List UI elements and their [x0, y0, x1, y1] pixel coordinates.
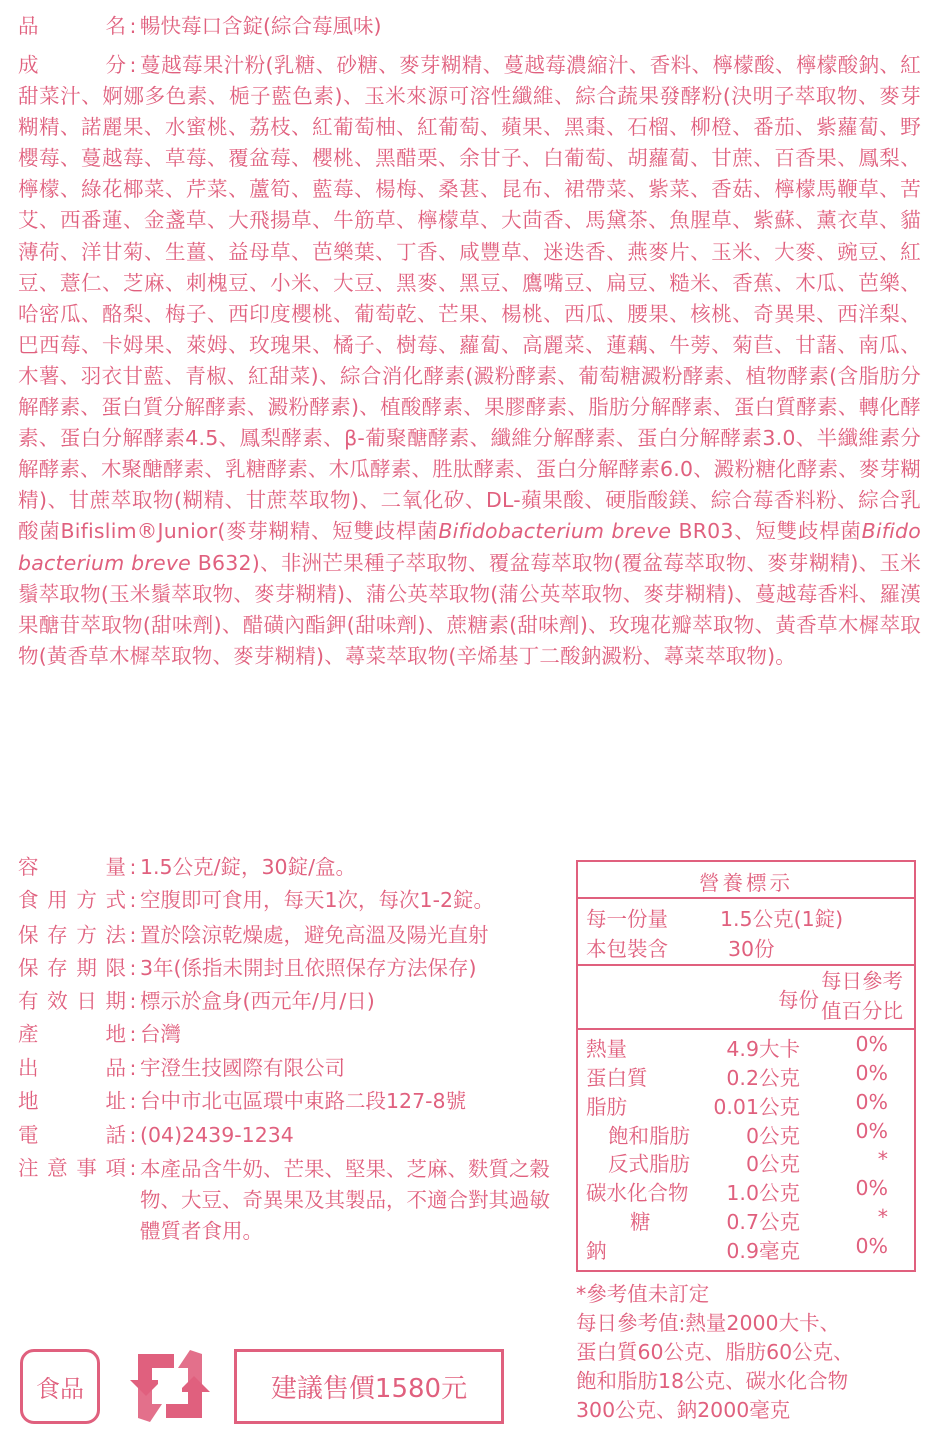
phone-value: (04)2439-1234: [140, 1123, 294, 1147]
colon: :: [129, 956, 137, 980]
nutrient-value: 1.0公克: [726, 1181, 800, 1205]
serving-label: 每一份量: [586, 907, 668, 931]
storage-label: 保存方法: [18, 923, 126, 947]
nutrient-name: 蛋白質: [586, 1066, 648, 1090]
per-serving-header: 每份: [778, 988, 819, 1012]
ingredients-part-3: B632)、非洲芒果種子萃取物、覆盆莓萃取物(覆盆莓萃取物、麥芽糊精)、玉米鬚萃取物(玉米鬚萃取物、麥芽糊精)、蒲公英萃取物(蒲公英萃取物、麥芽糊精)、蔓越莓香料、羅漢果醣苷萃取物(甜味劑)、醋磺內酯鉀(甜味劑)、蔗糖素(甜味劑)、玫瑰花瓣萃取物、黃香草木樨萃取物(黃香草木樨萃取物、麥芽糊精)、蕁菜萃取物(辛烯基丁二酸鈉澱粉、蕁菜萃取物)。: [18, 550, 921, 668]
storage-row: [18, 921, 489, 949]
nutrient-name: 碳水化合物: [586, 1181, 689, 1205]
colon: :: [129, 14, 137, 38]
colon: :: [129, 855, 137, 879]
pack-value: 30份: [728, 937, 775, 961]
suggested-price-box: [234, 1349, 504, 1424]
colon: :: [129, 1022, 137, 1046]
usage-label: 食用方式: [18, 888, 126, 912]
food-badge: [20, 1349, 100, 1424]
ingredients-italic-2: Bifidobacterium breve: [18, 519, 922, 575]
notice-row: [18, 1154, 560, 1247]
ingredients-text: [18, 50, 921, 672]
ref-note-line-1: *參考值未訂定: [576, 1282, 710, 1306]
divider: [578, 897, 914, 899]
product-name-value: 暢快莓口含錠(綜合莓風味): [140, 14, 382, 38]
nutrition-title: 營養標示: [699, 871, 793, 895]
usage-row: [18, 886, 494, 914]
nutrient-daily-pct: 0%: [855, 1032, 888, 1056]
ingredients-italic-1: Bifidobacterium breve: [438, 519, 672, 544]
phone-row: [18, 1121, 294, 1149]
ingredients-part-2: BR03、短雙歧桿菌: [671, 519, 862, 544]
ingredients-part-1: 蔓越莓果汁粉(乳糖、砂糖、麥芽糊精、蔓越莓濃縮汁、香料、檸檬酸、檸檬酸鈉、紅甜菜汁、婀娜多色素、梔子藍色素)、玉米來源可溶性纖維、綜合蔬果發酵粉(決明子萃取物、麥芽糊精、諾麗果、水蜜桃、荔枝、紅葡萄柚、紅葡萄、蘋果、黑棗、石榴、柳橙、番茄、紫蘿蔔、野櫻莓、蔓越莓、草莓、覆盆莓、櫻桃、黑醋栗、余甘子、白葡萄、胡蘿蔔、甘蔗、百香果、鳳梨、檸檬、綠花椰菜、芹菜、蘆筍、藍莓、楊梅、桑葚、昆布、裙帶菜、紫菜、香菇、檸檬馬鞭草、苦艾、西番蓮、金盞草、大飛揚草、牛筋草、檸檬草、大茴香、馬黛茶、魚腥草、紫蘇、薰衣草、貓薄荷、洋甘菊、生薑、益母草、芭樂葉、丁香、咸豐草、迷迭香、燕麥片、玉米、大麥、豌豆、紅豆、薏仁、芝麻、刺槐豆、小米、大豆、黑麥、黑豆、鷹嘴豆、扁豆、糙米、香蕉、木瓜、芭樂、哈密瓜、酪梨、梅子、西印度櫻桃、葡萄乾、芒果、楊桃、西瓜、腰果、核桃、奇異果、西洋梨、巴西莓、卡姆果、萊姆、玫瑰果、橘子、樹莓、蘿蔔、高麗菜、蓮藕、牛蒡、菊苣、甘藷、南瓜、木薯、羽衣甘藍、青椒、紅甜菜)、綜合消化酵素(澱粉酵素、葡萄糖澱粉酵素、植物酵素(含脂肪分解酵素、蛋白質分解酵素、澱粉酵素)、植酸酵素、果膠酵素、脂肪分解酵素、蛋白質酵素、轉化酵素、蛋白分解酵素4.5、鳳梨酵素、β-葡聚醣酵素、纖維分解酵素、蛋白分解酵素3.0、半纖維素分解酵素、木聚醣酵素、乳糖酵素、木瓜酵素、胜肽酵素、蛋白分解酵素6.0、澱粉糖化酵素、麥芽糊精)、甘蔗萃取物(糊精、甘蔗萃取物)、二氧化矽、DL-蘋果酸、硬脂酸鎂、綜合莓香料粉、綜合乳酸菌Bifislim®Junior(麥芽糊精、短雙歧桿菌: [18, 53, 921, 544]
colon: :: [129, 923, 137, 947]
nutrient-daily-pct: *: [877, 1147, 888, 1171]
nutrient-value: 0公克: [745, 1124, 800, 1148]
address-value: 台中市北屯區環中東路二段127-8號: [140, 1089, 467, 1113]
ref-note-line-5: 300公克、鈉2000毫克: [576, 1398, 791, 1422]
ingredients-label: 成分: [18, 53, 126, 77]
nutrient-value: 4.9大卡: [726, 1037, 800, 1061]
product-name-row: [18, 12, 382, 40]
expiry-label: 有效日期: [18, 989, 126, 1013]
capacity-label: 容量: [18, 855, 126, 879]
product-name-label: 品名: [18, 14, 126, 38]
reference-note: [576, 1280, 926, 1425]
expiry-value: 標示於盒身(西元年/月/日): [140, 989, 375, 1013]
notice-label: 注意事項: [18, 1156, 126, 1180]
recycle-icon: [128, 1344, 212, 1428]
producer-row: [18, 1054, 345, 1082]
daily-ref-line-1: 每日參考: [821, 969, 903, 993]
nutrient-name: 飽和脂肪: [608, 1124, 690, 1148]
suggested-price: 建議售價1580元: [270, 1374, 468, 1404]
nutrient-value: 0.01公克: [713, 1095, 800, 1119]
producer-value: 宇澄生技國際有限公司: [140, 1056, 345, 1080]
colon: :: [129, 888, 137, 912]
daily-ref-header: [814, 966, 910, 1026]
colon: :: [129, 989, 137, 1013]
nutrient-value: 0.9毫克: [726, 1239, 800, 1263]
nutrient-daily-pct: *: [877, 1205, 888, 1229]
ref-note-line-2: 每日參考值:熱量2000大卡、: [576, 1311, 841, 1335]
pack-label: 本包裝含: [586, 937, 668, 961]
nutrient-name: 鈉: [586, 1239, 607, 1263]
capacity-value: 1.5公克/錠，30錠/盒。: [140, 855, 357, 879]
phone-label: 電話: [18, 1123, 126, 1147]
shelf-life-row: [18, 954, 477, 982]
nutrition-table: [576, 860, 916, 1272]
nutrient-value: 0.7公克: [726, 1210, 800, 1234]
nutrient-value: 0.2公克: [726, 1066, 800, 1090]
colon: :: [129, 1156, 137, 1180]
food-badge-label: 食品: [36, 1375, 84, 1403]
address-row: [18, 1087, 466, 1115]
capacity-row: [18, 853, 356, 881]
notice-value: 本產品含牛奶、芒果、堅果、芝麻、麩質之穀物、大豆、奇異果及其製品，不適合對其過敏體質者食用。: [140, 1157, 550, 1243]
origin-row: [18, 1020, 181, 1048]
expiry-row: [18, 987, 375, 1015]
origin-value: 台灣: [140, 1022, 181, 1046]
nutrient-daily-pct: 0%: [855, 1061, 888, 1085]
address-label: 地址: [18, 1089, 126, 1113]
nutrient-name: 熱量: [586, 1037, 627, 1061]
nutrient-name: 糖: [630, 1210, 651, 1234]
nutrient-daily-pct: 0%: [855, 1119, 888, 1143]
divider: [578, 1028, 914, 1030]
daily-ref-line-2: 值百分比: [821, 999, 903, 1023]
colon: :: [129, 53, 137, 77]
nutrient-value: 0公克: [745, 1152, 800, 1176]
nutrient-daily-pct: 0%: [855, 1176, 888, 1200]
nutrient-daily-pct: 0%: [855, 1090, 888, 1114]
nutrient-name: 反式脂肪: [608, 1152, 690, 1176]
ref-note-line-4: 飽和脂肪18公克、碳水化合物: [576, 1369, 849, 1393]
shelf-life-label: 保存期限: [18, 956, 126, 980]
colon: :: [129, 1056, 137, 1080]
colon: :: [129, 1123, 137, 1147]
colon: :: [129, 1089, 137, 1113]
storage-value: 置於陰涼乾燥處，避免高溫及陽光直射: [140, 923, 489, 947]
nutrient-name: 脂肪: [586, 1095, 627, 1119]
serving-value: 1.5公克(1錠): [720, 907, 844, 931]
nutrient-daily-pct: 0%: [855, 1234, 888, 1258]
origin-label: 產地: [18, 1022, 126, 1046]
ref-note-line-3: 蛋白質60公克、脂肪60公克、: [576, 1340, 854, 1364]
producer-label: 出品: [18, 1056, 126, 1080]
shelf-life-value: 3年(係指未開封且依照保存方法保存): [140, 956, 477, 980]
usage-value: 空腹即可食用，每天1次，每次1-2錠。: [140, 888, 495, 912]
